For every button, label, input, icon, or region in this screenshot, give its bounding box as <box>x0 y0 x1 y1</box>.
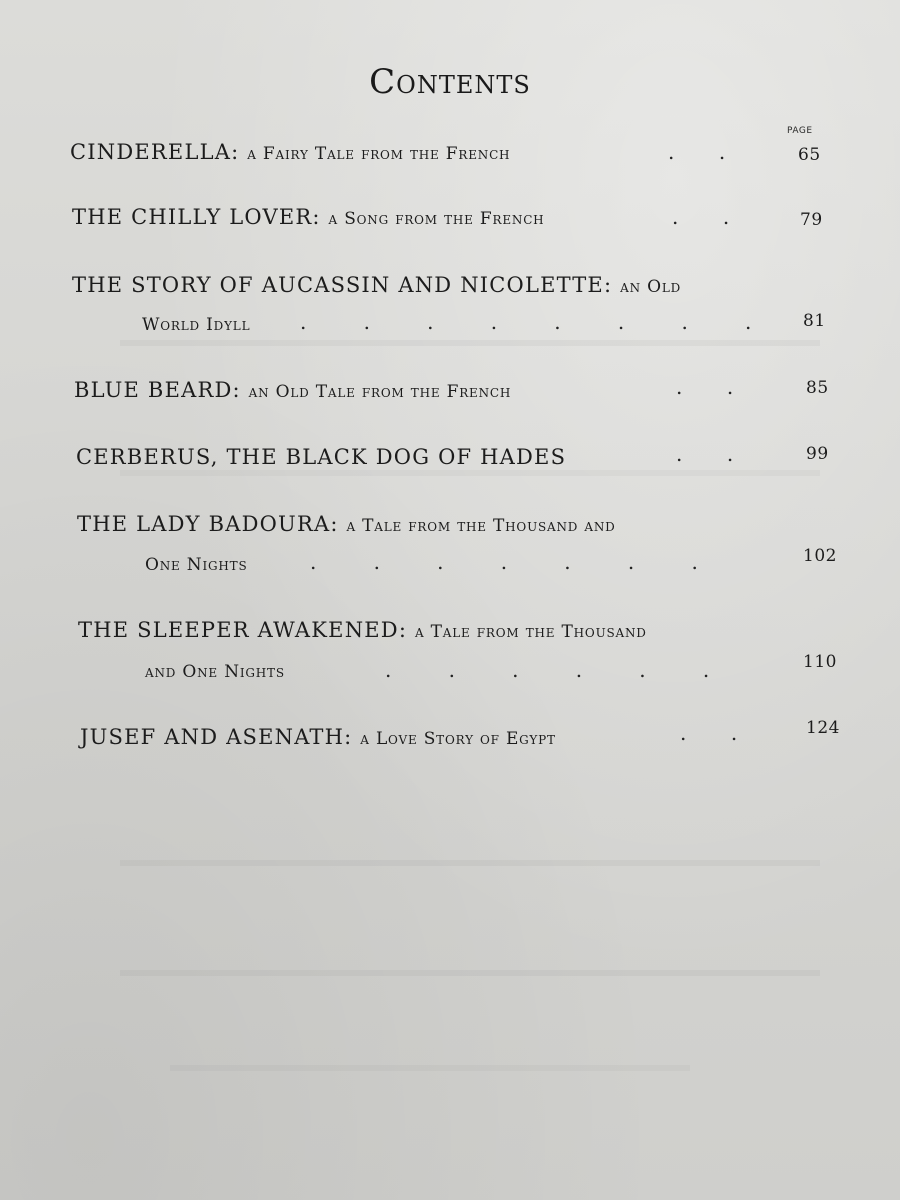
toc-entry-jusef-asenath[interactable]: JUSEF AND ASENATH: a Love Story of Egypt <box>80 725 556 749</box>
entry-title: THE LADY BADOURA <box>77 512 331 536</box>
entry-continuation: World Idyll <box>142 315 251 335</box>
dot-leader: . . <box>672 205 730 229</box>
show-through-mark <box>120 860 820 866</box>
toc-entry-cinderella[interactable]: CINDERELLA: a Fairy Tale from the French <box>70 140 511 164</box>
entry-subtitle: an Old <box>620 277 682 297</box>
dot-leader: . . <box>668 140 726 164</box>
page-number: 102 <box>803 546 837 566</box>
entry-subtitle: a Fairy Tale from the French <box>247 144 511 164</box>
entry-subtitle: a Tale from the Thousand and <box>346 516 616 536</box>
page-title: Contents <box>369 62 531 102</box>
entry-title: CINDERELLA <box>70 140 232 164</box>
page-column-header: PAGE <box>787 126 813 136</box>
page-number: 79 <box>800 210 823 230</box>
show-through-mark <box>120 470 820 476</box>
entry-continuation: and One Nights <box>145 662 285 682</box>
toc-entry-aucassin-nicolette[interactable]: THE STORY OF AUCASSIN AND NICOLETTE: an Old <box>72 273 682 297</box>
page-number: 65 <box>798 145 821 165</box>
dot-leader: . . . . . . . <box>310 550 698 574</box>
page-number: 85 <box>806 378 829 398</box>
entry-subtitle: an Old Tale from the French <box>248 382 512 402</box>
entry-subtitle: a Tale from the Thousand <box>415 622 647 642</box>
entry-title: BLUE BEARD <box>74 378 233 402</box>
entry-title: THE STORY OF AUCASSIN AND NICOLETTE <box>72 273 604 297</box>
entry-title: THE CHILLY LOVER <box>72 205 313 229</box>
show-through-mark <box>120 970 820 976</box>
dot-leader: . . <box>676 442 734 466</box>
entry-title: JUSEF AND ASENATH <box>80 725 345 749</box>
toc-entry-blue-beard[interactable]: BLUE BEARD: an Old Tale from the French <box>74 378 512 402</box>
show-through-mark <box>170 1065 690 1071</box>
dot-leader: . . . . . . . . <box>300 310 752 334</box>
entry-subtitle: a Song from the French <box>328 209 545 229</box>
entry-subtitle: a Love Story of Egypt <box>360 729 556 749</box>
toc-entry-cerberus[interactable] <box>76 445 566 469</box>
entry-title: CERBERUS, THE BLACK DOG OF HADES <box>76 445 567 469</box>
page-number: 110 <box>803 652 837 672</box>
entry-continuation: One Nights <box>145 555 248 575</box>
dot-leader: . . <box>676 375 734 399</box>
entry-title: THE SLEEPER AWAKENED <box>78 618 399 642</box>
show-through-mark <box>120 340 820 346</box>
toc-entry-chilly-lover[interactable]: THE CHILLY LOVER: a Song from the French <box>72 205 545 229</box>
dot-leader: . . . . . . <box>385 658 710 682</box>
page-number: 81 <box>803 311 826 331</box>
page-number: 99 <box>806 444 829 464</box>
dot-leader: . . <box>680 721 738 745</box>
toc-entry-lady-badoura[interactable]: THE LADY BADOURA: a Tale from the Thousand and <box>77 512 616 536</box>
toc-entry-sleeper-awakened[interactable]: THE SLEEPER AWAKENED: a Tale from the Thousand <box>78 618 647 642</box>
page-number: 124 <box>806 718 840 738</box>
